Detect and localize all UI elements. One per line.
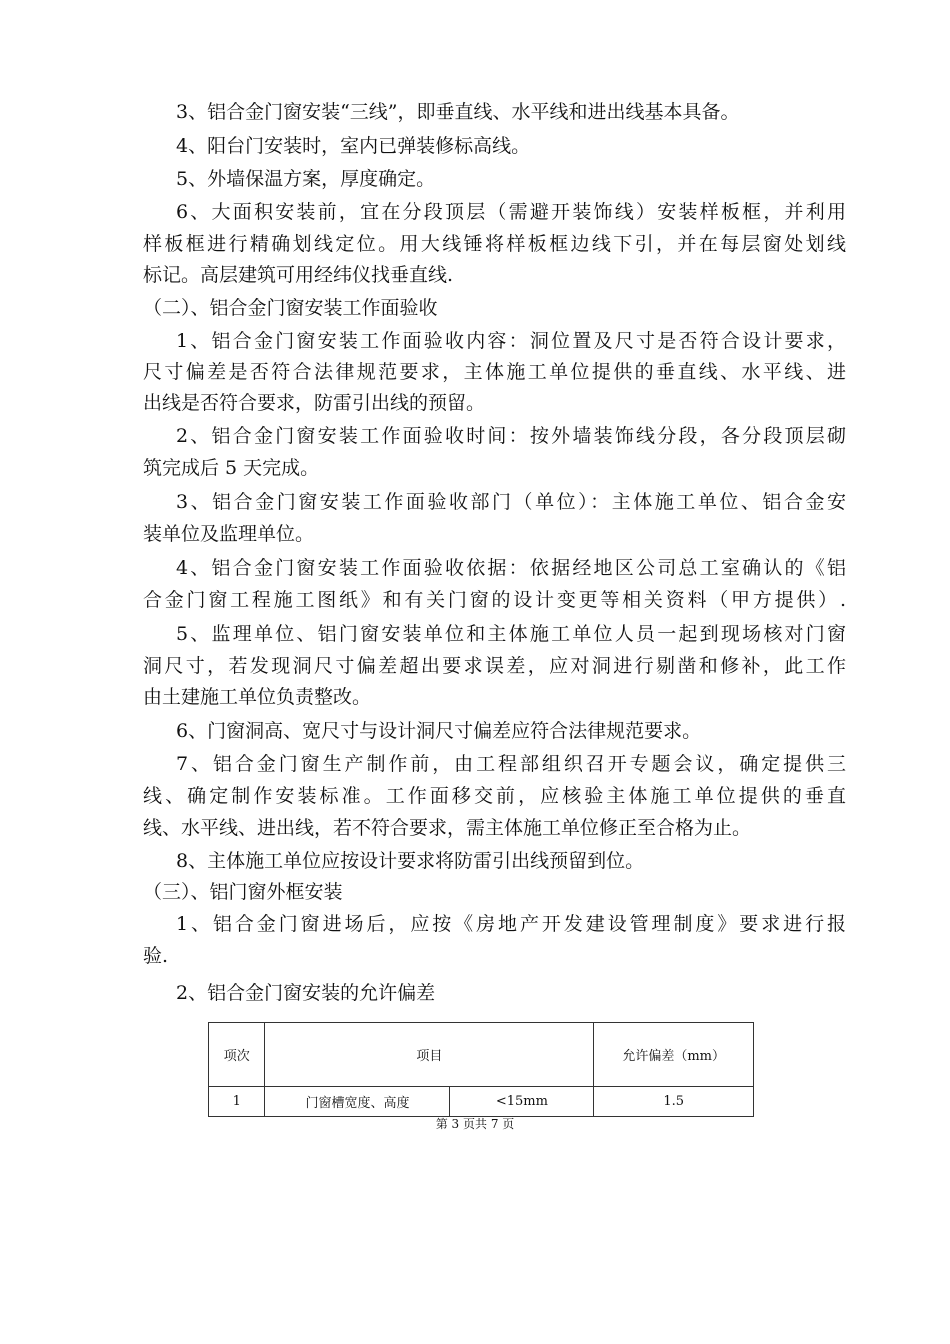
table-header-cell: 项次 [209,1023,265,1087]
table-cell: 1 [209,1087,265,1117]
paragraph-line: 2、铝合金门窗安装的允许偏差 [176,982,436,1004]
table-cell: 1.5 [594,1087,754,1117]
paragraph-line: 洞尺寸，若发现洞尺寸偏差超出要求误差，应对洞进行剔凿和修补，此工作 [143,655,846,677]
paragraph-line: 8、主体施工单位应按设计要求将防雷引出线预留到位。 [176,850,645,872]
table-cell: <15mm [450,1087,594,1117]
paragraph-line: 标记。高层建筑可用经纬仪找垂直线. [143,264,454,286]
paragraph-line: 1、铝合金门窗进场后，应按《房地产开发建设管理制度》要求进行报 [176,913,846,935]
paragraph-line: 2、铝合金门窗安装工作面验收时间：按外墙装饰线分段，各分段顶层砌 [176,425,846,447]
section-heading: （三）、铝门窗外框安装 [143,881,343,903]
paragraph-line: 6、大面积安装前，宜在分段顶层（需避开装饰线）安装样板框，并利用 [176,201,846,223]
paragraph-line: 合金门窗工程施工图纸》和有关门窗的设计变更等相关资料（甲方提供）. [143,589,846,611]
paragraph-line: 出线是否符合要求，防雷引出线的预留。 [143,392,486,414]
table-header-row [209,1023,754,1087]
paragraph-line: 尺寸偏差是否符合法律规范要求，主体施工单位提供的垂直线、水平线、进 [143,361,846,383]
paragraph-line: 4、铝合金门窗安装工作面验收依据：依据经地区公司总工室确认的《铝 [176,557,846,579]
paragraph-line: 样板框进行精确划线定位。用大线锤将样板框边线下引，并在每层窗处划线 [143,233,846,255]
paragraph-line: 7、铝合金门窗生产制作前，由工程部组织召开专题会议，确定提供三 [176,753,846,775]
paragraph-line: 线、水平线、进出线，若不符合要求，需主体施工单位修正至合格为止。 [143,817,752,839]
paragraph-line: 5、监理单位、铝门窗安装单位和主体施工单位人员一起到现场核对门窗 [176,623,846,645]
paragraph-line: 装单位及监理单位。 [143,523,315,545]
paragraph-line: 3、铝合金门窗安装工作面验收部门（单位）：主体施工单位、铝合金安 [176,491,846,513]
paragraph-line: 筑完成后 5 天完成。 [143,457,320,479]
paragraph-line: 6、门窗洞高、宽尺寸与设计洞尺寸偏差应符合法律规范要求。 [176,720,702,742]
paragraph-line: 验. [143,945,169,967]
paragraph-line: 线、确定制作安装标准。工作面移交前，应核验主体施工单位提供的垂直 [143,785,846,807]
section-heading: （二）、铝合金门窗安装工作面验收 [143,297,438,319]
paragraph-line: 4、阳台门安装时，室内已弹装修标高线。 [176,135,531,157]
page-footer: 第 3 页共 7 页 [435,1117,515,1131]
table-header-cell: 允许偏差（mm） [594,1023,754,1087]
table-cell: 门窗槽宽度、高度 [265,1087,450,1117]
paragraph-line: 3、铝合金门窗安装“三线”，即垂直线、水平线和进出线基本具备。 [176,101,740,123]
paragraph-line: 由土建施工单位负责整改。 [143,686,372,708]
tolerance-table [208,1022,754,1117]
table-row [209,1087,754,1117]
paragraph-line: 1、铝合金门窗安装工作面验收内容：洞位置及尺寸是否符合设计要求， [176,330,846,352]
paragraph-line: 5、外墙保温方案，厚度确定。 [176,168,436,190]
table-header-cell: 项目 [265,1023,594,1087]
